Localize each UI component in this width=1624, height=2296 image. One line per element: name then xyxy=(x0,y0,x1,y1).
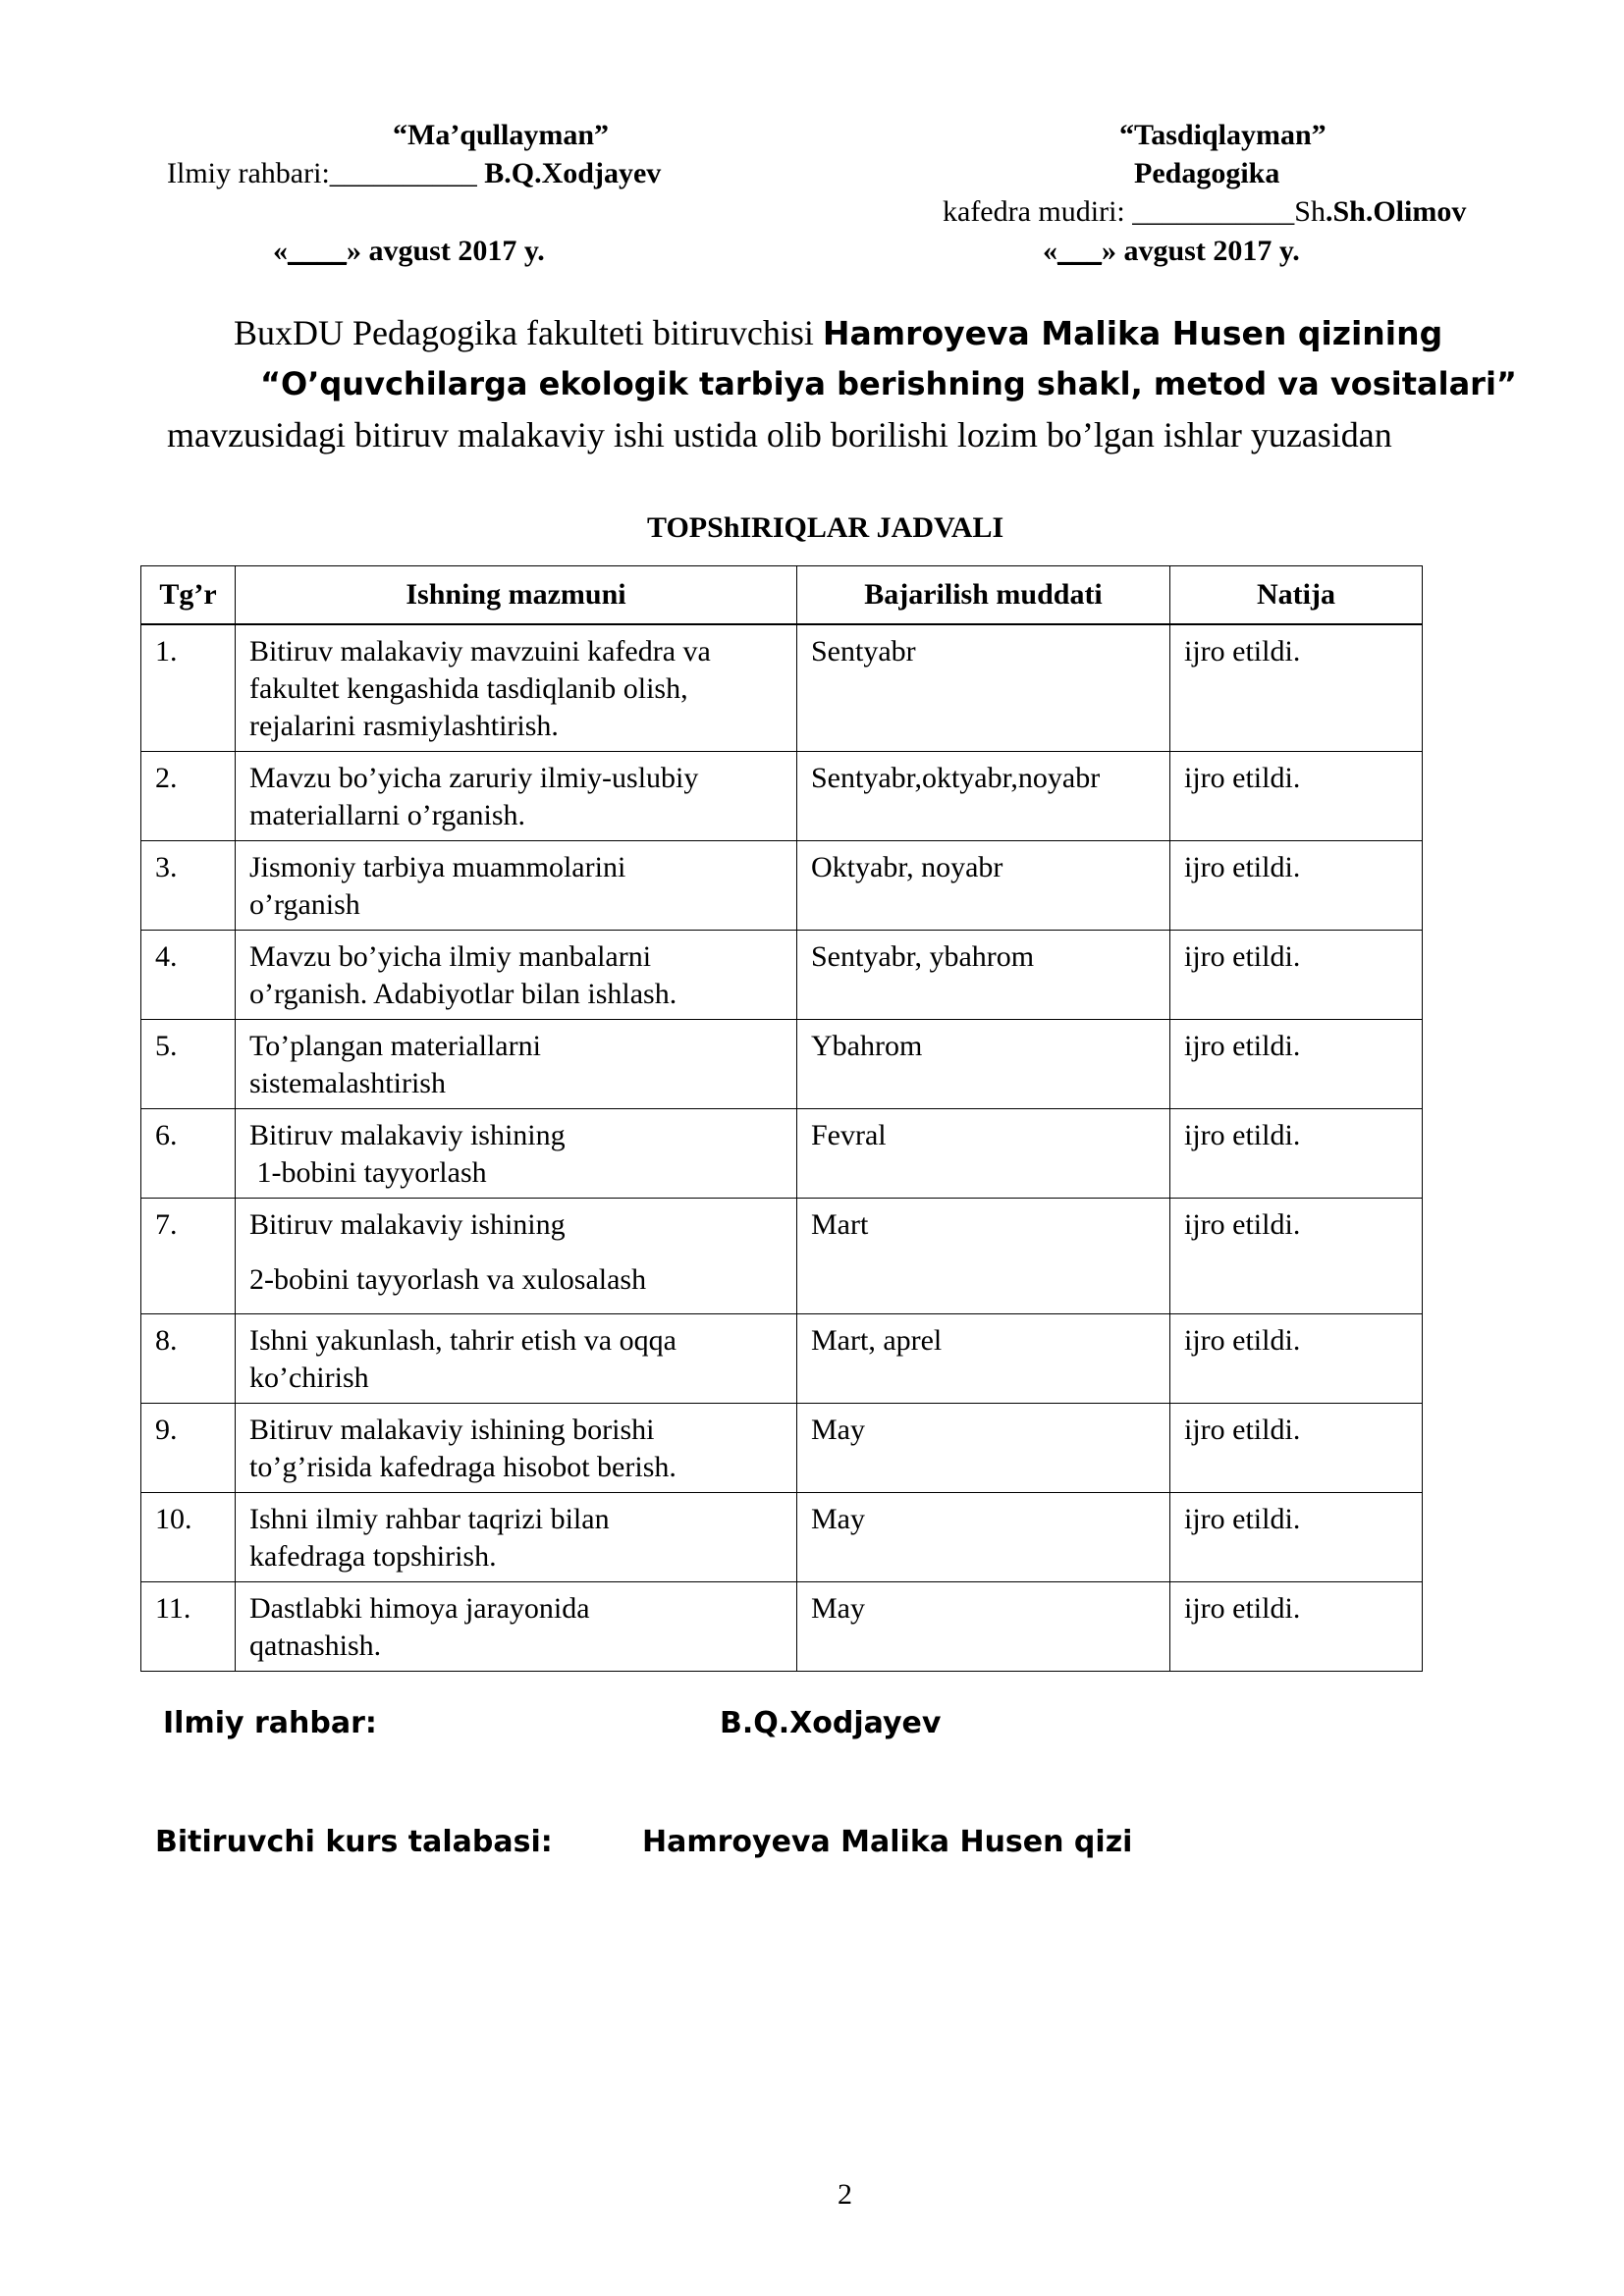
row-result: ijro etildi. xyxy=(1170,752,1423,841)
row-content xyxy=(236,1582,797,1672)
row-result: ijro etildi. xyxy=(1170,1109,1423,1199)
row-content-line: Dastlabki himoya jarayonida xyxy=(249,1592,590,1625)
row-period: May xyxy=(797,1582,1170,1672)
table-body xyxy=(141,624,1423,1672)
intro-line-1 xyxy=(234,312,1442,354)
row-content-line: 1-bobini tayyorlash xyxy=(249,1156,487,1189)
col-header-result: Natija xyxy=(1170,566,1423,624)
intro-plain: BuxDU Pedagogika fakulteti bitiruvchisi xyxy=(234,313,823,352)
table-row xyxy=(141,1020,1423,1109)
row-content-line: kafedraga topshirish. xyxy=(249,1540,497,1573)
row-number: 1. xyxy=(141,625,236,752)
row-result: ijro etildi. xyxy=(1170,1404,1423,1493)
row-period: Oktyabr, noyabr xyxy=(797,841,1170,931)
student-name-genitive: Hamroyeva Malika Husen qizining xyxy=(822,314,1443,352)
supervisor-name: B.Q.Xodjayev xyxy=(484,157,662,189)
row-content-line: Jismoniy tarbiya muammolarini xyxy=(249,851,626,883)
row-period: Mart, aprel xyxy=(797,1314,1170,1404)
row-period: Mart xyxy=(797,1199,1170,1314)
row-content xyxy=(236,752,797,841)
row-result: ijro etildi. xyxy=(1170,1493,1423,1582)
row-result: ijro etildi. xyxy=(1170,1020,1423,1109)
col-header-number: Tg’r xyxy=(141,566,236,624)
row-content-line: Bitiruv malakaviy ishining borishi xyxy=(249,1414,655,1446)
supervisor-signature-label: Ilmiy rahbar: xyxy=(163,1706,377,1740)
left-date-blank: ____ xyxy=(288,235,347,267)
row-number: 10. xyxy=(141,1493,236,1582)
row-result: ijro etildi. xyxy=(1170,931,1423,1020)
supervisor-prefix: Ilmiy rahbari:__________ xyxy=(167,157,485,189)
row-content xyxy=(236,1109,797,1199)
row-content-line: Bitiruv malakaviy mavzuini kafedra va xyxy=(249,635,711,667)
right-department: Pedagogika xyxy=(1134,157,1280,189)
head-prefix: kafedra mudiri: ___________Sh xyxy=(943,195,1326,228)
row-period: Sentyabr, ybahrom xyxy=(797,931,1170,1020)
row-result: ijro etildi. xyxy=(1170,1582,1423,1672)
row-content-line: Ishni ilmiy rahbar taqrizi bilan xyxy=(249,1503,610,1535)
row-number: 6. xyxy=(141,1109,236,1199)
table-row xyxy=(141,752,1423,841)
left-approval-heading: “Ma’qullayman” xyxy=(393,119,610,151)
col-header-period: Bajarilish muddati xyxy=(797,566,1170,624)
row-period: Fevral xyxy=(797,1109,1170,1199)
row-number: 8. xyxy=(141,1314,236,1404)
thesis-topic: “O’quvchilarga ekologik tarbiya berishning shakl, metod va vositalari” xyxy=(260,365,1517,402)
student-signature-label: Bitiruvchi kurs talabasi: xyxy=(155,1825,553,1859)
row-content-line: materiallarni o’rganish. xyxy=(249,799,526,831)
row-content-line: ko’chirish xyxy=(249,1362,369,1394)
table-header-row xyxy=(141,566,1423,624)
left-date-open: « xyxy=(273,235,288,267)
table-row xyxy=(141,1404,1423,1493)
row-content-line: 2-bobini tayyorlash va xulosalash xyxy=(249,1263,647,1296)
row-number: 5. xyxy=(141,1020,236,1109)
head-name: .Sh.Olimov xyxy=(1325,195,1467,228)
row-number: 4. xyxy=(141,931,236,1020)
left-date-line xyxy=(273,234,545,269)
right-date-open: « xyxy=(1043,235,1057,267)
left-date-rest: » avgust 2017 y. xyxy=(347,235,545,267)
row-content xyxy=(236,841,797,931)
table-row xyxy=(141,625,1423,752)
row-number: 3. xyxy=(141,841,236,931)
table-row xyxy=(141,1582,1423,1672)
right-date-line xyxy=(1043,234,1300,269)
row-content-line: sistemalashtirish xyxy=(249,1067,446,1099)
row-content-line: Bitiruv malakaviy ishining xyxy=(249,1208,566,1241)
right-approval-heading: “Tasdiqlayman” xyxy=(1119,119,1326,151)
table-row xyxy=(141,1199,1423,1314)
row-content xyxy=(236,931,797,1020)
row-content-line: to’g’risida kafedraga hisobot berish. xyxy=(249,1451,677,1483)
table-row xyxy=(141,1493,1423,1582)
row-result: ijro etildi. xyxy=(1170,841,1423,931)
col-header-content: Ishning mazmuni xyxy=(236,566,797,624)
row-content xyxy=(236,1314,797,1404)
right-head-line xyxy=(943,194,1466,230)
table-row xyxy=(141,1314,1423,1404)
row-content xyxy=(236,1199,797,1314)
page-number: 2 xyxy=(838,2178,852,2211)
intro-line-3: mavzusidagi bitiruv malakaviy ishi ustida olib borilishi lozim bo’lgan ishlar yuzasidan xyxy=(167,415,1392,454)
row-content-line: Bitiruv malakaviy ishining xyxy=(249,1119,566,1151)
row-content-line: Mavzu bo’yicha zaruriy ilmiy-uslubiy xyxy=(249,762,699,794)
row-period: May xyxy=(797,1404,1170,1493)
tasks-table xyxy=(140,565,1423,1672)
table-row xyxy=(141,841,1423,931)
row-content-line: o’rganish. Adabiyotlar bilan ishlash. xyxy=(249,978,677,1010)
row-content-line: rejalarini rasmiylashtirish. xyxy=(249,710,559,742)
row-content xyxy=(236,625,797,752)
row-number: 9. xyxy=(141,1404,236,1493)
row-result: ijro etildi. xyxy=(1170,1199,1423,1314)
row-content xyxy=(236,1404,797,1493)
table-row xyxy=(141,1109,1423,1199)
row-period: May xyxy=(797,1493,1170,1582)
row-period: Sentyabr xyxy=(797,625,1170,752)
row-period: Sentyabr,oktyabr,noyabr xyxy=(797,752,1170,841)
row-content-line: qatnashish. xyxy=(249,1629,382,1662)
row-content xyxy=(236,1020,797,1109)
row-number: 11. xyxy=(141,1582,236,1672)
right-date-rest: » avgust 2017 y. xyxy=(1102,235,1300,267)
row-content-line: Mavzu bo’yicha ilmiy manbalarni xyxy=(249,940,652,973)
row-number: 2. xyxy=(141,752,236,841)
row-content-line: fakultet kengashida tasdiqlanib olish, xyxy=(249,672,688,705)
right-date-blank: ___ xyxy=(1057,235,1102,267)
table-row xyxy=(141,931,1423,1020)
row-number: 7. xyxy=(141,1199,236,1314)
row-result: ijro etildi. xyxy=(1170,625,1423,752)
row-content-line: o’rganish xyxy=(249,888,360,921)
row-period: Ybahrom xyxy=(797,1020,1170,1109)
supervisor-signature-name: B.Q.Xodjayev xyxy=(720,1706,942,1740)
student-signature-name: Hamroyeva Malika Husen qizi xyxy=(642,1825,1133,1859)
row-content xyxy=(236,1493,797,1582)
left-supervisor-line xyxy=(167,156,661,191)
table-title: TOPShIRIQLAR JADVALI xyxy=(647,511,1004,544)
row-content-line: To’plangan materiallarni xyxy=(249,1030,541,1062)
row-result: ijro etildi. xyxy=(1170,1314,1423,1404)
row-content-line: Ishni yakunlash, tahrir etish va oqqa xyxy=(249,1324,677,1357)
